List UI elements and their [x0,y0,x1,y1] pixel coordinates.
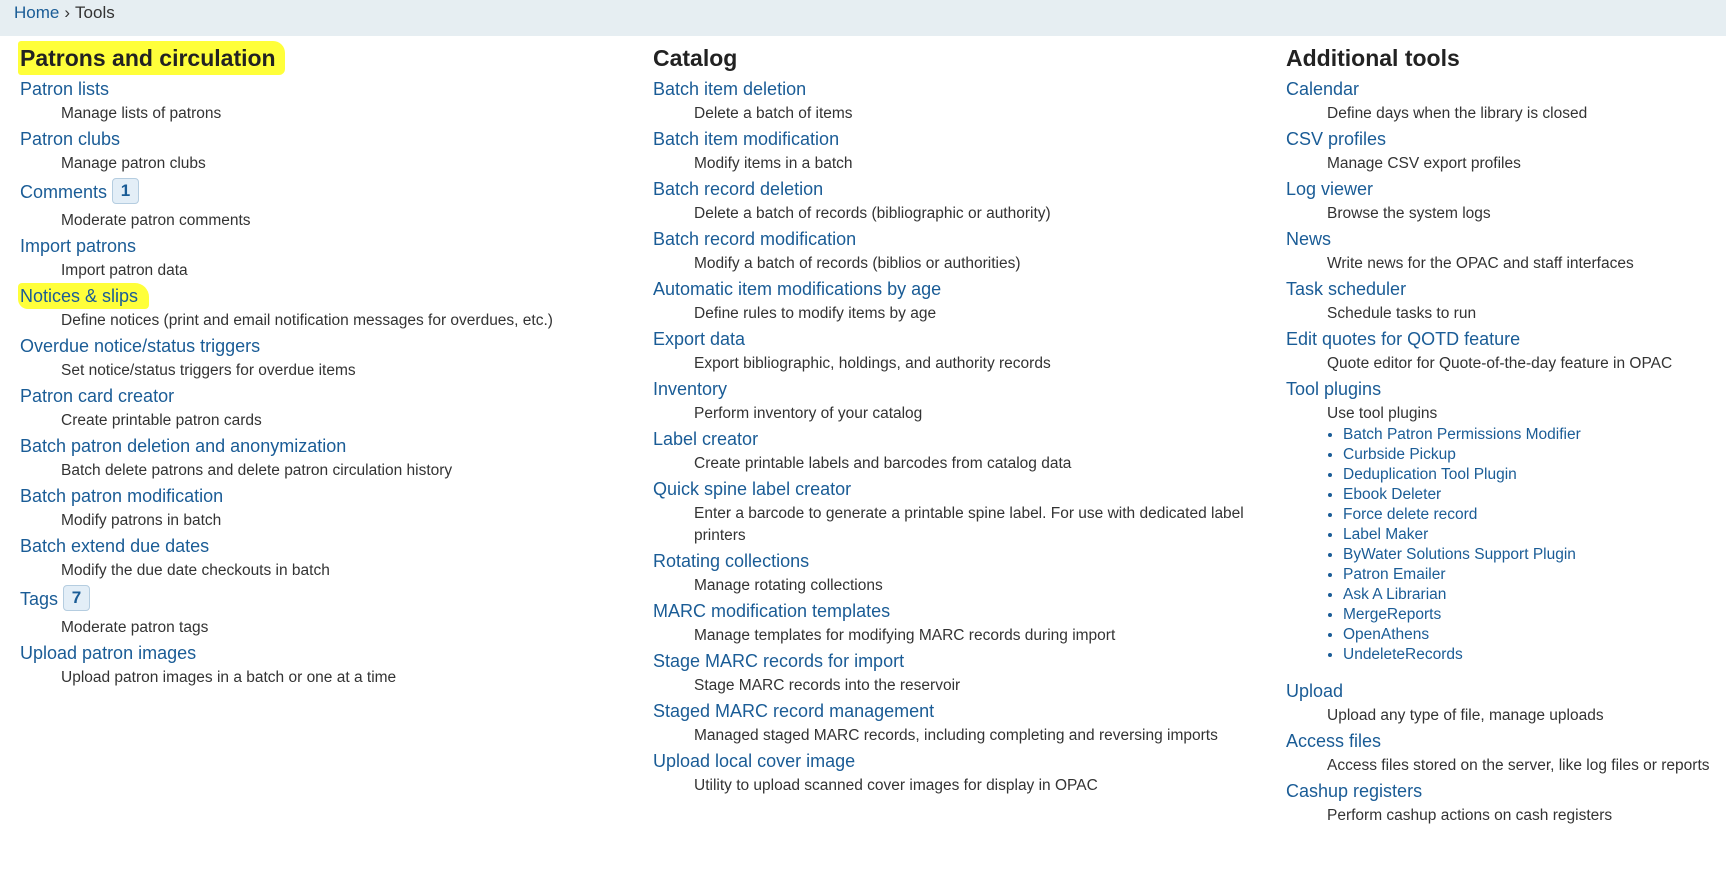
tool-item-log-viewer [1286,175,1726,199]
tool-description-text: Stage MARC records into the reservoir [694,677,961,694]
tool-description [61,556,640,582]
tool-description-text: Batch delete patrons and delete patron circulation history [61,462,453,479]
tool-description [1327,801,1726,827]
count-badge[interactable]: 7 [63,585,90,611]
tool-description [1327,349,1726,375]
column-catalog [653,41,1273,797]
tool-description [1327,399,1726,425]
tool-description-text: Moderate patron comments [61,212,251,229]
tool-description-text: Create printable labels and barcodes from catalog data [694,455,1072,472]
plugin-list [1286,425,1726,665]
tool-link-export-data[interactable]: Export data [653,329,746,349]
tool-description-text: Define days when the library is closed [1327,105,1588,122]
plugin-link-patron-emailer[interactable]: Patron Emailer [1343,566,1446,583]
tool-link-stage-marc-records-for-import[interactable]: Stage MARC records for import [653,651,905,671]
tool-link-batch-patron-deletion-and-anonymization[interactable]: Batch patron deletion and anonymization [20,436,347,456]
tool-item-batch-patron-deletion-and-anonymization [20,432,640,456]
tool-description-text: Delete a batch of items [694,105,853,122]
tool-description [61,256,640,282]
plugin-link-undeleterecords[interactable]: UndeleteRecords [1343,646,1463,663]
tool-description-text: Upload any type of file, manage uploads [1327,707,1604,724]
tool-description-text: Export bibliographic, holdings, and authority records [694,355,1051,372]
tool-link-cashup-registers[interactable]: Cashup registers [1286,781,1423,801]
plugin-link-force-delete-record[interactable]: Force delete record [1343,506,1478,523]
tool-list [653,75,1273,797]
tool-description [694,349,1273,375]
tool-item-batch-item-modification [653,125,1273,149]
tool-description-text: Modify the due date checkouts in batch [61,562,330,579]
tool-link-inventory[interactable]: Inventory [653,379,728,399]
column-patrons-circulation [20,41,640,689]
tool-description-text: Write news for the OPAC and staff interfaces [1327,255,1634,272]
tool-link-upload[interactable]: Upload [1286,681,1344,701]
tool-link-access-files[interactable]: Access files [1286,731,1382,751]
tool-description [61,149,640,175]
tool-description [694,621,1273,647]
tool-description [694,499,1273,547]
tool-description [1327,751,1726,777]
tool-description [694,99,1273,125]
tool-item-news [1286,225,1726,249]
plugin-list-item [1343,645,1726,665]
tool-link-patron-clubs[interactable]: Patron clubs [20,129,121,149]
tool-description-text: Quote editor for Quote-of-the-day feature in OPAC [1327,355,1673,372]
tool-description [694,571,1273,597]
tool-item-upload-local-cover-image [653,747,1273,771]
tool-item-stage-marc-records-for-import [653,647,1273,671]
plugin-link-label-maker[interactable]: Label Maker [1343,526,1429,543]
tool-link-csv-profiles[interactable]: CSV profiles [1286,129,1387,149]
tool-item-tool-plugins [1286,375,1726,399]
tool-item-batch-record-deletion [653,175,1273,199]
tool-link-notices-and-slips[interactable]: Notices & slips [18,283,149,309]
breadcrumb-home-link[interactable]: Home [14,3,60,22]
tool-item-batch-extend-due-dates [20,532,640,556]
tool-description [694,399,1273,425]
tool-description-text: Modify a batch of records (biblios or authorities) [694,255,1021,272]
tool-description-text: Manage templates for modifying MARC records during import [694,627,1116,644]
tool-item-cashup-registers [1286,777,1726,801]
plugin-list-item [1343,425,1726,445]
tool-description [1327,149,1726,175]
plugin-link-ask-a-librarian[interactable]: Ask A Librarian [1343,586,1447,603]
tool-item-tags [20,582,640,613]
tool-description [61,406,640,432]
tool-item-csv-profiles [1286,125,1726,149]
tool-item-notices-and-slips [20,282,640,306]
plugin-list-item [1343,505,1726,525]
tool-link-batch-extend-due-dates[interactable]: Batch extend due dates [20,536,210,556]
tool-item-export-data [653,325,1273,349]
tool-item-task-scheduler [1286,275,1726,299]
tool-link-quick-spine-label-creator[interactable]: Quick spine label creator [653,479,852,499]
tool-description [694,721,1273,747]
plugin-list-item [1343,565,1726,585]
tool-description [61,613,640,639]
plugin-link-batch-patron-permissions-modifier[interactable]: Batch Patron Permissions Modifier [1343,426,1581,443]
tool-item-access-files [1286,727,1726,751]
tool-item-overdue-notice-status-triggers [20,332,640,356]
tool-link-overdue-notice-status-triggers[interactable]: Overdue notice/status triggers [20,336,261,356]
tool-description [694,249,1273,275]
tool-description-text: Modify items in a batch [694,155,853,172]
tool-item-patron-lists [20,75,640,99]
breadcrumb-current: Tools [75,3,115,22]
section-heading: Catalog [653,45,738,71]
spacer [1286,665,1726,677]
plugin-list-item [1343,485,1726,505]
tool-description [694,299,1273,325]
tool-description-text: Manage lists of patrons [61,105,222,122]
tool-description-text: Perform inventory of your catalog [694,405,923,422]
tool-description [61,663,640,689]
tool-description-text: Create printable patron cards [61,412,262,429]
plugin-list-item [1343,605,1726,625]
tool-description-text: Moderate patron tags [61,619,209,636]
plugin-link-ebook-deleter[interactable]: Ebook Deleter [1343,486,1442,503]
tool-description-text: Modify patrons in batch [61,512,222,529]
tool-description-text: Access files stored on the server, like log files or reports [1327,757,1710,774]
tool-link-task-scheduler[interactable]: Task scheduler [1286,279,1407,299]
tool-link-automatic-item-modifications-by-age[interactable]: Automatic item modifications by age [653,279,942,299]
tool-description-text: Import patron data [61,262,188,279]
tool-item-comments [20,175,640,206]
plugin-link-deduplication-tool-plugin[interactable]: Deduplication Tool Plugin [1343,466,1517,483]
tool-description [694,671,1273,697]
tool-item-calendar [1286,75,1726,99]
plugin-list-item [1343,585,1726,605]
tool-description [694,199,1273,225]
tool-link-log-viewer[interactable]: Log viewer [1286,179,1374,199]
tool-link-tags[interactable]: Tags [20,589,59,609]
plugin-link-openathens[interactable]: OpenAthens [1343,626,1430,643]
tool-description [61,206,640,232]
tool-description-text: Enter a barcode to generate a printable spine label. For use with dedicated label printers [694,505,1244,544]
tool-item-batch-patron-modification [20,482,640,506]
tool-description-text: Browse the system logs [1327,205,1491,222]
tool-description [61,306,640,332]
tool-description [1327,299,1726,325]
tool-link-rotating-collections[interactable]: Rotating collections [653,551,810,571]
plugin-list-item [1343,465,1726,485]
tool-link-patron-card-creator[interactable]: Patron card creator [20,386,175,406]
plugin-link-bywater-solutions-support-plugin[interactable]: ByWater Solutions Support Plugin [1343,546,1576,563]
tool-description-text: Set notice/status triggers for overdue items [61,362,356,379]
tool-link-edit-quotes-for-qotd-feature[interactable]: Edit quotes for QOTD feature [1286,329,1521,349]
plugin-list-item [1343,625,1726,645]
section-heading: Patrons and circulation [18,41,285,75]
tool-item-quick-spine-label-creator [653,475,1273,499]
tool-description [1327,99,1726,125]
tool-description [61,356,640,382]
plugin-list-item [1343,525,1726,545]
tool-description-text: Upload patron images in a batch or one at a time [61,669,397,686]
tool-description [694,771,1273,797]
tool-description [1327,701,1726,727]
count-badge[interactable]: 1 [112,178,139,204]
tool-item-marc-modification-templates [653,597,1273,621]
plugin-list-item [1343,445,1726,465]
tool-description-text: Schedule tasks to run [1327,305,1477,322]
tool-description [694,449,1273,475]
tool-link-batch-record-modification[interactable]: Batch record modification [653,229,857,249]
tool-item-rotating-collections [653,547,1273,571]
tool-description-text: Define rules to modify items by age [694,305,937,322]
tool-link-comments[interactable]: Comments [20,182,108,202]
tool-description-text: Perform cashup actions on cash registers [1327,807,1613,824]
plugin-list-item [1343,545,1726,565]
tool-link-batch-patron-modification[interactable]: Batch patron modification [20,486,224,506]
tool-item-edit-quotes-for-qotd-feature [1286,325,1726,349]
tool-link-upload-local-cover-image[interactable]: Upload local cover image [653,751,856,771]
tool-link-batch-record-deletion[interactable]: Batch record deletion [653,179,824,199]
tool-link-patron-lists[interactable]: Patron lists [20,79,110,99]
tool-item-label-creator [653,425,1273,449]
tool-description [61,506,640,532]
tool-item-patron-clubs [20,125,640,149]
tool-description-text: Manage rotating collections [694,577,883,594]
tool-item-batch-item-deletion [653,75,1273,99]
tool-list [1286,75,1726,827]
tool-link-tool-plugins[interactable]: Tool plugins [1286,379,1382,399]
tool-description [694,149,1273,175]
tool-description [1327,199,1726,225]
tool-link-news[interactable]: News [1286,229,1332,249]
tool-link-marc-modification-templates[interactable]: MARC modification templates [653,601,891,621]
plugin-link-curbside-pickup[interactable]: Curbside Pickup [1343,446,1456,463]
tool-link-batch-item-deletion[interactable]: Batch item deletion [653,79,807,99]
tool-description-text: Use tool plugins [1327,405,1438,422]
breadcrumb [0,0,1726,36]
tool-link-batch-item-modification[interactable]: Batch item modification [653,129,840,149]
column-additional-tools [1286,41,1726,827]
tool-description-text: Utility to upload scanned cover images for display in OPAC [694,777,1098,794]
tool-description-text: Manage patron clubs [61,155,206,172]
tool-item-upload-patron-images [20,639,640,663]
tool-item-patron-card-creator [20,382,640,406]
tool-item-staged-marc-record-management [653,697,1273,721]
tool-link-upload-patron-images[interactable]: Upload patron images [20,643,197,663]
tool-item-import-patrons [20,232,640,256]
tool-link-label-creator[interactable]: Label creator [653,429,759,449]
tool-item-upload [1286,677,1726,701]
tool-description-text: Define notices (print and email notification messages for overdues, etc.) [61,312,553,329]
tool-item-automatic-item-modifications-by-age [653,275,1273,299]
tool-description-text: Managed staged MARC records, including completing and reversing imports [694,727,1218,744]
section-heading: Additional tools [1286,45,1460,71]
breadcrumb-separator: › [64,3,71,22]
plugin-link-mergereports[interactable]: MergeReports [1343,606,1442,623]
tool-list [20,75,640,689]
tool-description [1327,249,1726,275]
tool-description-text: Manage CSV export profiles [1327,155,1521,172]
tool-item-inventory [653,375,1273,399]
tool-description [61,456,640,482]
tool-link-calendar[interactable]: Calendar [1286,79,1360,99]
tool-link-staged-marc-record-management[interactable]: Staged MARC record management [653,701,935,721]
tool-description [61,99,640,125]
tool-item-batch-record-modification [653,225,1273,249]
tool-link-import-patrons[interactable]: Import patrons [20,236,137,256]
tool-description-text: Delete a batch of records (bibliographic or authority) [694,205,1051,222]
